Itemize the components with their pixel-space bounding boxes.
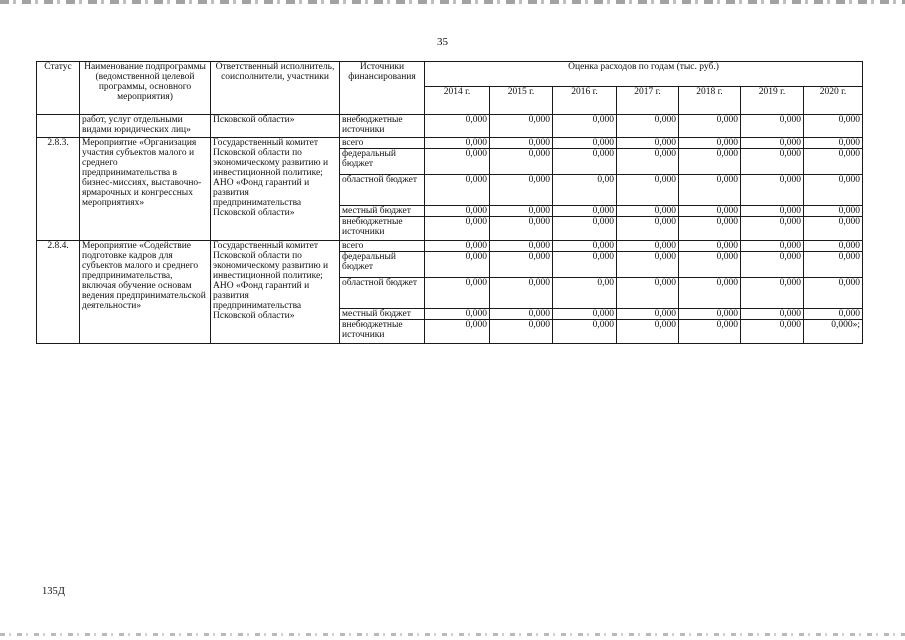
- value-cell: 0,000: [553, 115, 617, 138]
- value-cell: 0,000: [741, 278, 804, 309]
- source-cell: всего: [340, 241, 425, 252]
- header-year: 2019 г.: [741, 87, 804, 115]
- value-cell: 0,000: [425, 149, 490, 175]
- header-estimate: Оценка расходов по годам (тыс. руб.): [425, 62, 863, 87]
- value-cell: 0,000: [741, 138, 804, 149]
- footer-code: 135Д: [42, 586, 65, 597]
- value-cell: 0,000: [741, 149, 804, 175]
- source-cell: внебюджетные источники: [340, 115, 425, 138]
- value-cell: 0,000: [679, 241, 741, 252]
- value-cell: 0,000: [679, 175, 741, 206]
- table-row: [37, 115, 863, 138]
- source-cell: всего: [340, 138, 425, 149]
- header-year: 2014 г.: [425, 87, 490, 115]
- value-cell: 0,000: [741, 241, 804, 252]
- value-cell: 0,000: [804, 175, 863, 206]
- value-cell: 0,000: [617, 252, 679, 278]
- value-cell: 0,000: [804, 115, 863, 138]
- value-cell: 0,000»;: [804, 320, 863, 344]
- value-cell: 0,000: [804, 241, 863, 252]
- value-cell: 0,000: [553, 149, 617, 175]
- header-year: 2016 г.: [553, 87, 617, 115]
- value-cell: 0,000: [490, 241, 553, 252]
- name-cell: Мероприятие «Содействие подготовке кадров для субъектов малого и среднего предпринимательства, включая обучение основам ведения предпринимательской деятельности»: [80, 241, 211, 344]
- value-cell: 0,000: [490, 138, 553, 149]
- value-cell: 0,000: [490, 320, 553, 344]
- header-year: 2015 г.: [490, 87, 553, 115]
- source-cell: местный бюджет: [340, 206, 425, 217]
- header-executor: Ответственный исполнитель, соисполнители, участники: [211, 62, 340, 115]
- value-cell: 0,000: [617, 206, 679, 217]
- value-cell: 0,000: [679, 149, 741, 175]
- value-cell: 0,000: [804, 217, 863, 241]
- source-cell: местный бюджет: [340, 309, 425, 320]
- header-year: 2020 г.: [804, 87, 863, 115]
- value-cell: 0,000: [553, 217, 617, 241]
- value-cell: 0,000: [490, 175, 553, 206]
- source-cell: федеральный бюджет: [340, 149, 425, 175]
- value-cell: 0,00: [553, 175, 617, 206]
- status-cell: 2.8.4.: [37, 241, 80, 344]
- value-cell: 0,000: [617, 149, 679, 175]
- value-cell: 0,000: [490, 252, 553, 278]
- value-cell: 0,000: [425, 252, 490, 278]
- budget-table: [36, 61, 863, 344]
- value-cell: 0,000: [617, 217, 679, 241]
- value-cell: 0,000: [425, 138, 490, 149]
- value-cell: 0,000: [425, 278, 490, 309]
- value-cell: 0,000: [741, 115, 804, 138]
- value-cell: 0,000: [617, 115, 679, 138]
- value-cell: 0,000: [425, 241, 490, 252]
- value-cell: 0,000: [553, 206, 617, 217]
- value-cell: 0,000: [553, 320, 617, 344]
- value-cell: 0,000: [425, 115, 490, 138]
- value-cell: 0,000: [490, 217, 553, 241]
- value-cell: 0,000: [617, 320, 679, 344]
- value-cell: 0,000: [490, 206, 553, 217]
- source-cell: областной бюджет: [340, 175, 425, 206]
- value-cell: 0,000: [490, 149, 553, 175]
- source-cell: внебюджетные источники: [340, 320, 425, 344]
- name-cell: работ, услуг отдельными видами юридических лиц»: [80, 115, 211, 138]
- value-cell: 0,000: [553, 138, 617, 149]
- value-cell: 0,000: [617, 241, 679, 252]
- header-sources: Источники финансирования: [340, 62, 425, 115]
- value-cell: 0,000: [425, 206, 490, 217]
- value-cell: 0,000: [679, 309, 741, 320]
- value-cell: 0,000: [741, 309, 804, 320]
- value-cell: 0,000: [679, 278, 741, 309]
- value-cell: 0,000: [804, 138, 863, 149]
- value-cell: 0,000: [679, 217, 741, 241]
- value-cell: 0,000: [617, 138, 679, 149]
- value-cell: 0,000: [804, 278, 863, 309]
- name-cell: Мероприятие «Организация участия субъектов малого и среднего предпринимательства в бизнес-миссиях, выставочно-ярмарочных и конгрессных мероприятиях»: [80, 138, 211, 241]
- value-cell: 0,000: [425, 217, 490, 241]
- value-cell: 0,000: [490, 115, 553, 138]
- table-row: [37, 241, 863, 252]
- value-cell: 0,000: [617, 175, 679, 206]
- status-cell: [37, 115, 80, 138]
- value-cell: 0,000: [741, 175, 804, 206]
- value-cell: 0,000: [804, 252, 863, 278]
- value-cell: 0,000: [741, 252, 804, 278]
- value-cell: 0,000: [425, 320, 490, 344]
- value-cell: 0,000: [617, 309, 679, 320]
- value-cell: 0,000: [804, 309, 863, 320]
- source-cell: внебюджетные источники: [340, 217, 425, 241]
- value-cell: 0,000: [741, 206, 804, 217]
- header-year: 2017 г.: [617, 87, 679, 115]
- value-cell: 0,000: [490, 278, 553, 309]
- value-cell: 0,00: [553, 278, 617, 309]
- value-cell: 0,000: [804, 149, 863, 175]
- value-cell: 0,000: [425, 175, 490, 206]
- value-cell: 0,000: [741, 320, 804, 344]
- value-cell: 0,000: [679, 252, 741, 278]
- value-cell: 0,000: [804, 206, 863, 217]
- source-cell: областной бюджет: [340, 278, 425, 309]
- table-row: [37, 138, 863, 149]
- scan-edge-bottom: [0, 633, 905, 636]
- value-cell: 0,000: [741, 217, 804, 241]
- header-status: Статус: [37, 62, 80, 115]
- value-cell: 0,000: [679, 320, 741, 344]
- header-year: 2018 г.: [679, 87, 741, 115]
- value-cell: 0,000: [553, 241, 617, 252]
- value-cell: 0,000: [553, 309, 617, 320]
- scan-edge-top: [0, 0, 905, 4]
- value-cell: 0,000: [490, 309, 553, 320]
- header-name: Наименование подпрограммы (ведомственной целевой программы, основного мероприятия): [80, 62, 211, 115]
- status-cell: 2.8.3.: [37, 138, 80, 241]
- value-cell: 0,000: [679, 206, 741, 217]
- value-cell: 0,000: [679, 115, 741, 138]
- value-cell: 0,000: [553, 252, 617, 278]
- value-cell: 0,000: [617, 278, 679, 309]
- executor-cell: Государственный комитет Псковской области по экономическому развитию и инвестиционной политике; АНО «Фонд гарантий и развития предпринимательства Псковской области»: [211, 241, 340, 344]
- value-cell: 0,000: [425, 309, 490, 320]
- executor-cell: Псковской области»: [211, 115, 340, 138]
- value-cell: 0,000: [679, 138, 741, 149]
- page-number: 35: [437, 36, 448, 48]
- source-cell: федеральный бюджет: [340, 252, 425, 278]
- executor-cell: Государственный комитет Псковской области по экономическому развитию и инвестиционной политике; АНО «Фонд гарантий и развития предпринимательства Псковской области»: [211, 138, 340, 241]
